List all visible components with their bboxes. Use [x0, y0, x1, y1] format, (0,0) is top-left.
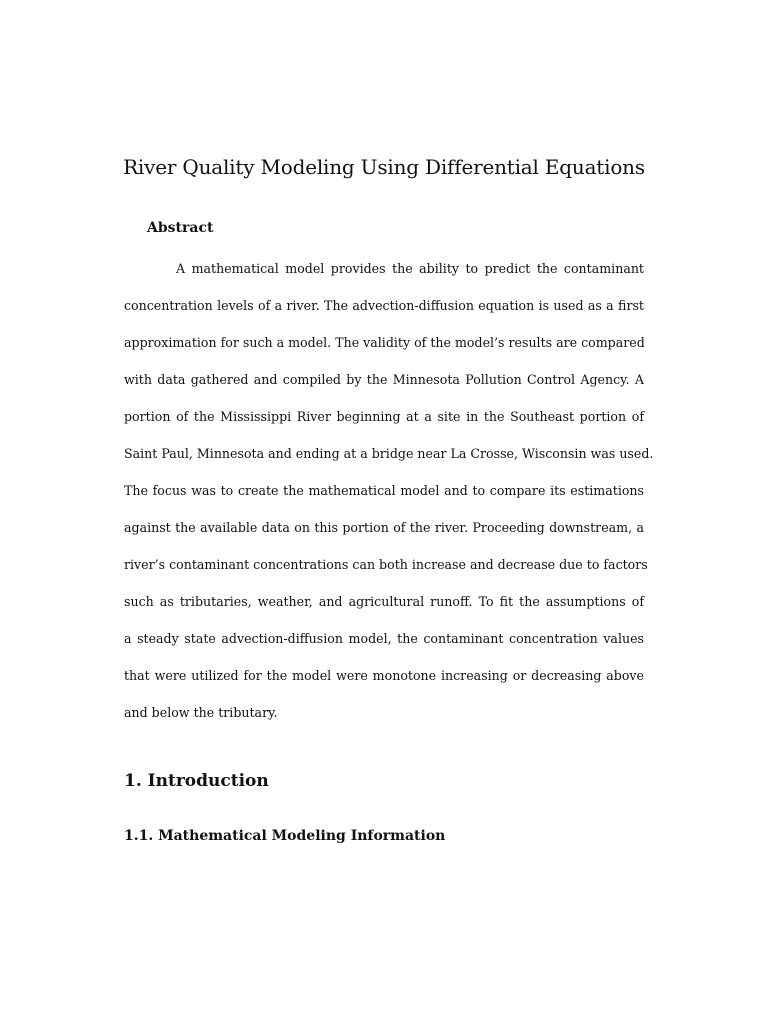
paper-title: River Quality Modeling Using Differential Equations	[123, 155, 645, 179]
abstract-line: that were utilized for the model were monotone increasing or decreasing above	[124, 668, 644, 683]
abstract-line: against the available data on this portion of the river. Proceeding downstream, a	[124, 520, 644, 535]
abstract-line: such as tributaries, weather, and agricultural runoff. To fit the assumptions of	[124, 594, 644, 609]
abstract-line: The focus was to create the mathematical model and to compare its estimations	[124, 483, 644, 498]
abstract-line: river’s contaminant concentrations can both increase and decrease due to factors	[124, 557, 648, 572]
abstract-line: portion of the Mississippi River beginning at a site in the Southeast portion of	[124, 409, 644, 424]
section-heading-introduction: 1. Introduction	[124, 771, 269, 791]
abstract-line: a steady state advection-diffusion model, the contaminant concentration values	[124, 631, 644, 646]
abstract-line: approximation for such a model. The validity of the model’s results are compared	[124, 335, 645, 350]
abstract-body	[124, 259, 654, 740]
abstract-line: concentration levels of a river. The advection-diffusion equation is used as a first	[124, 298, 644, 313]
abstract-line: and below the tributary.	[124, 705, 278, 720]
abstract-line: with data gathered and compiled by the Minnesota Pollution Control Agency. A	[124, 372, 644, 387]
abstract-line: A mathematical model provides the ability to predict the contaminant	[176, 261, 644, 276]
abstract-heading: Abstract	[147, 220, 214, 236]
subsection-heading-modeling-info: 1.1. Mathematical Modeling Information	[124, 828, 446, 844]
abstract-line: Saint Paul, Minnesota and ending at a bridge near La Crosse, Wisconsin was used.	[124, 446, 654, 461]
